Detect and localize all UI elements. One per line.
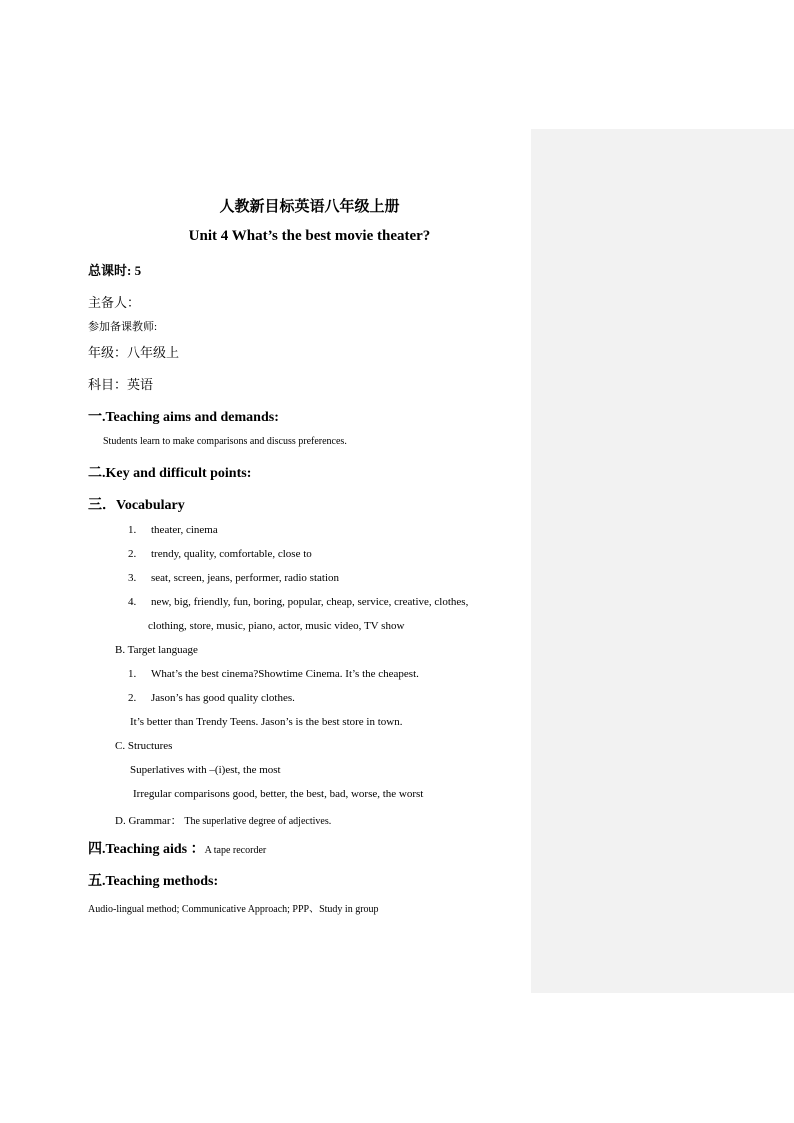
comment-pane: [531, 129, 794, 993]
section4-line: [88, 838, 266, 858]
grammar-line: [115, 812, 331, 828]
target-language-label: B. Target language: [115, 644, 198, 656]
section5-heading: 五.Teaching methods:: [88, 874, 219, 889]
vocab-item: 4. new, big, friendly, fun, boring, popular, cheap, service, creative, clothes,: [128, 596, 469, 608]
section2-heading: 二.Key and difficult points:: [88, 466, 252, 481]
subject: 科目：英语: [88, 377, 154, 392]
section1-heading: 一.Teaching aims and demands:: [88, 410, 279, 425]
target-language-item: 2. Jason’s has good quality clothes.: [128, 692, 295, 704]
grade: 年级：八年级上: [88, 345, 180, 360]
section3-heading: 三．Vocabulary: [88, 498, 185, 513]
vocab-item: 1. theater, cinema: [128, 524, 218, 536]
section4-text: A tape recorder: [204, 845, 267, 856]
structures-label: C. Structures: [115, 740, 173, 752]
vocab-item: 2. trendy, quality, comfortable, close to: [128, 548, 312, 560]
total-hours: 总课时: 5: [88, 263, 142, 278]
vocab-item-continuation: clothing, store, music, piano, actor, music video, TV show: [148, 620, 405, 632]
structures-line: Irregular comparisons good, better, the best, bad, worse, the worst: [133, 788, 424, 800]
participants: 参加备课教师:: [88, 321, 158, 333]
target-language-item: 1. What’s the best cinema?Showtime Cinema. It’s the cheapest.: [128, 668, 419, 680]
section4-heading: 四.Teaching aids ：: [88, 842, 205, 857]
document-title: 人教新目标英语八年级上册: [219, 199, 400, 215]
structures-line: Superlatives with –(i)est, the most: [130, 764, 281, 776]
section1-text: Students learn to make comparisons and discuss preferences.: [103, 436, 347, 447]
lead-preparer: 主备人：: [88, 295, 141, 310]
section5-text: Audio-lingual method; Communicative Approach; PPP、Study in group: [88, 904, 379, 915]
grammar-label: D. Grammar：: [115, 815, 182, 827]
unit-title: Unit 4 What’s the best movie theater?: [188, 228, 431, 244]
target-language-continuation: It’s better than Trendy Teens. Jason’s is the best store in town.: [130, 716, 403, 728]
vocab-item: 3. seat, screen, jeans, performer, radio station: [128, 572, 340, 584]
grammar-text: The superlative degree of adjectives.: [184, 816, 332, 827]
